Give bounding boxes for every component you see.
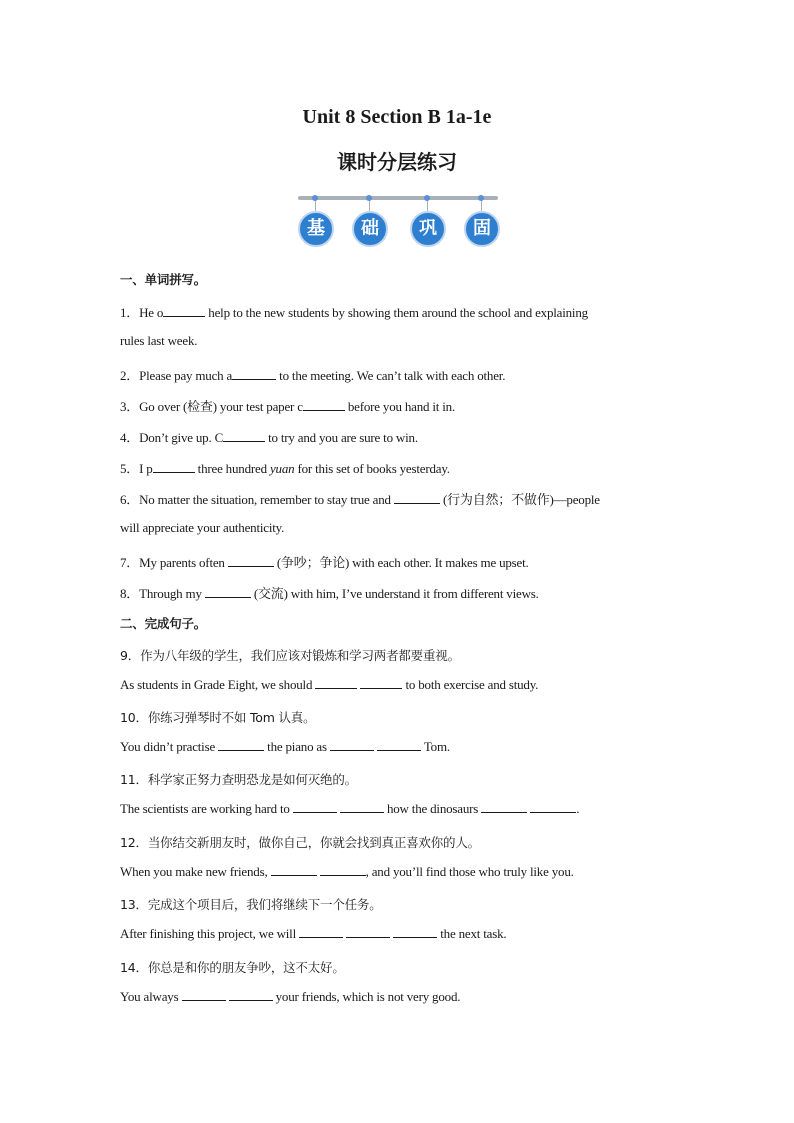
page-title: Unit 8 Section B 1a-1e <box>302 106 492 128</box>
answer-blank[interactable] <box>360 677 402 689</box>
answer-blank[interactable] <box>163 305 205 317</box>
question-13: After finishing this project, we will the next task. <box>120 926 507 941</box>
answer-blank[interactable] <box>303 399 345 411</box>
section-banner <box>298 193 498 251</box>
question-2: 2．Please pay much a to the meeting. We can’t talk with each other. <box>120 368 506 383</box>
question-9: As students in Grade Eight, we should to both exercise and study. <box>120 677 539 692</box>
question-6-continued: will appreciate your authenticity. <box>120 520 285 535</box>
banner-char-circle: 固 <box>464 211 500 247</box>
question-4: 4．Don’t give up. C to try and you are sure to win. <box>120 430 418 445</box>
answer-blank[interactable] <box>293 801 337 813</box>
question-1: 1．He o help to the new students by showing them around the school and explaining <box>120 305 588 320</box>
banner-dot <box>366 195 372 201</box>
answer-blank[interactable] <box>530 801 576 813</box>
question-10-chinese: 10．你练习弹琴时不如 Tom 认真。 <box>120 710 316 725</box>
section-heading: 二、完成句子。 <box>120 616 207 631</box>
question-11: The scientists are working hard to how the dinosaurs . <box>120 801 580 816</box>
banner-bar <box>298 196 498 200</box>
answer-blank[interactable] <box>377 739 421 751</box>
question-9-chinese: 9．作为八年级的学生，我们应该对锻炼和学习两者都要重视。 <box>120 648 460 663</box>
question-14: You always your friends, which is not very good. <box>120 989 461 1004</box>
answer-blank[interactable] <box>393 926 437 938</box>
answer-blank[interactable] <box>182 989 226 1001</box>
answer-blank[interactable] <box>223 430 265 442</box>
page-subtitle: 课时分层练习 <box>337 150 457 174</box>
answer-blank[interactable] <box>271 864 317 876</box>
answer-blank[interactable] <box>330 739 374 751</box>
question-12: When you make new friends, , and you’ll find those who truly like you. <box>120 864 574 879</box>
banner-dot <box>478 195 484 201</box>
banner-char-circle: 巩 <box>410 211 446 247</box>
answer-blank[interactable] <box>315 677 357 689</box>
question-6: 6．No matter the situation, remember to stay true and (行为自然；不做作)—people <box>120 492 600 507</box>
banner-char-circle: 基 <box>298 211 334 247</box>
answer-blank[interactable] <box>153 461 195 473</box>
answer-blank[interactable] <box>228 555 274 567</box>
banner-dot <box>312 195 318 201</box>
question-7: 7．My parents often (争吵；争论) with each other. It makes me upset. <box>120 555 529 570</box>
answer-blank[interactable] <box>229 989 273 1001</box>
answer-blank[interactable] <box>346 926 390 938</box>
answer-blank[interactable] <box>218 739 264 751</box>
answer-blank[interactable] <box>205 586 251 598</box>
answer-blank[interactable] <box>394 492 440 504</box>
answer-blank[interactable] <box>340 801 384 813</box>
question-8: 8．Through my (交流) with him, I’ve understand it from different views. <box>120 586 539 601</box>
question-10: You didn’t practise the piano as Tom. <box>120 739 450 754</box>
banner-char-circle: 础 <box>352 211 388 247</box>
answer-blank[interactable] <box>320 864 366 876</box>
question-3: 3．Go over (检查) your test paper c before you hand it in. <box>120 399 455 414</box>
banner-dot <box>424 195 430 201</box>
answer-blank[interactable] <box>299 926 343 938</box>
answer-blank[interactable] <box>232 368 276 380</box>
question-13-chinese: 13．完成这个项目后，我们将继续下一个任务。 <box>120 897 382 912</box>
answer-blank[interactable] <box>481 801 527 813</box>
section-heading: 一、单词拼写。 <box>120 272 207 287</box>
question-11-chinese: 11．科学家正努力查明恐龙是如何灭绝的。 <box>120 772 357 787</box>
question-14-chinese: 14．你总是和你的朋友争吵，这不太好。 <box>120 960 345 975</box>
question-1-continued: rules last week. <box>120 333 198 348</box>
question-5: 5．I p three hundred yuan for this set of books yesterday. <box>120 461 450 476</box>
question-12-chinese: 12．当你结交新朋友时，做你自己，你就会找到真正喜欢你的人。 <box>120 835 480 850</box>
